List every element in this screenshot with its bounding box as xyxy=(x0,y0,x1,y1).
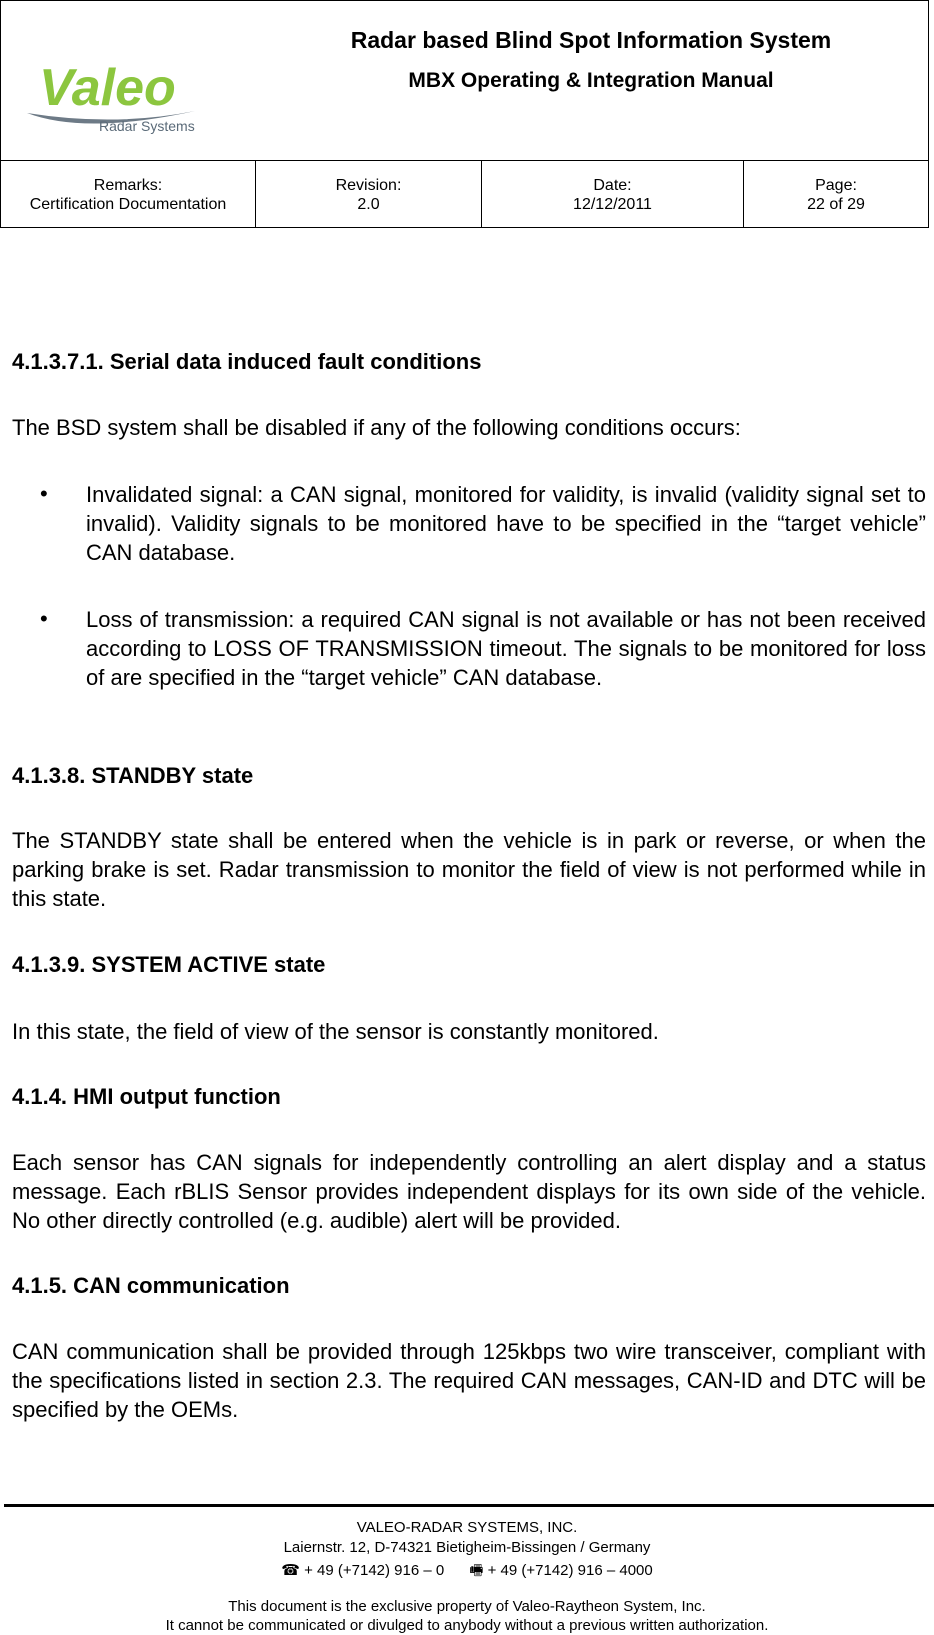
date-cell xyxy=(482,161,744,227)
section-heading-4-1-4: 4.1.4. HMI output function xyxy=(12,1084,281,1109)
footer-company: VALEO-RADAR SYSTEMS, INC. xyxy=(356,1519,578,1536)
document-title: Radar based Blind Spot Information System xyxy=(350,27,832,53)
section-intro: The BSD system shall be disabled if any of the following conditions occurs: xyxy=(12,415,741,440)
remarks-label: Remarks: xyxy=(93,177,163,194)
remarks-value: Certification Documentation xyxy=(29,196,227,213)
logo-subtitle: Radar Systems xyxy=(99,118,195,134)
footer-divider xyxy=(4,1504,934,1507)
bullet-marker: • xyxy=(40,606,48,631)
footer-phone: + 49 (+7142) 916 – 0 xyxy=(304,1562,445,1579)
revision-cell xyxy=(256,161,482,227)
valeo-logo xyxy=(25,53,215,139)
bullet-loss-of-transmission: Loss of transmission: a required CAN signal is not available or has not been received according to LOSS OF TRANSMISSION timeout. The signals to be monitored for loss of are specified in the “target vehicle” CAN database. xyxy=(86,607,926,690)
document-subtitle: MBX Operating & Integration Manual xyxy=(408,69,774,92)
footer-notice-1: This document is the exclusive property of Valeo-Raytheon System, Inc. xyxy=(228,1598,706,1615)
can-paragraph: CAN communication shall be provided through 125kbps two wire transceiver, compliant with the specifications listed in section 2.3. The required CAN messages, CAN-ID and DTC will be specified by the OEMs. xyxy=(12,1339,926,1422)
fax-icon: 🖷 xyxy=(469,1562,484,1579)
footer-address: Laiernstr. 12, D-74321 Bietigheim-Bissingen / Germany xyxy=(283,1539,651,1556)
section-heading-4-1-5: 4.1.5. CAN communication xyxy=(12,1273,290,1298)
remarks-cell xyxy=(1,161,256,227)
bullet-marker: • xyxy=(40,481,48,506)
bullet-invalidated-signal: Invalidated signal: a CAN signal, monitored for validity, is invalid (validity signal set to invalid). Validity signals to be monitored have to be specified in the “target vehicle” CAN database. xyxy=(86,482,926,565)
section-heading-4-1-3-8: 4.1.3.8. STANDBY state xyxy=(12,763,254,788)
footer-fax: + 49 (+7142) 916 – 4000 xyxy=(487,1562,653,1579)
date-label: Date: xyxy=(593,177,632,194)
hmi-paragraph: Each sensor has CAN signals for independently controlling an alert display and a status message. Each rBLIS Sensor provides independent displays for its own side of the vehicle. No other directly controlled (e.g. audible) alert will be provided. xyxy=(12,1150,926,1233)
section-heading-4-1-3-7-1: 4.1.3.7.1. Serial data induced fault conditions xyxy=(12,349,482,374)
phone-icon: ☎ xyxy=(281,1562,300,1579)
system-active-paragraph: In this state, the field of view of the sensor is constantly monitored. xyxy=(12,1019,659,1044)
page-cell xyxy=(744,161,928,227)
footer-contact xyxy=(0,1560,934,1585)
revision-value: 2.0 xyxy=(357,196,380,213)
standby-paragraph: The STANDBY state shall be entered when the vehicle is in park or reverse, or when the parking brake is set. Radar transmission to monitor the field of view is not performed while in this state. xyxy=(12,828,926,911)
revision-label: Revision: xyxy=(335,177,402,194)
header-info-row xyxy=(0,160,929,228)
section-heading-4-1-3-9: 4.1.3.9. SYSTEM ACTIVE state xyxy=(12,952,326,977)
page-label: Page: xyxy=(815,177,857,194)
logo-wordmark: Valeo xyxy=(39,59,176,117)
footer-notice-2: It cannot be communicated or divulged to anybody without a previous written authorization. xyxy=(165,1617,769,1634)
page-value: 22 of 29 xyxy=(807,196,865,213)
date-value: 12/12/2011 xyxy=(573,196,652,213)
document-header xyxy=(0,0,929,161)
